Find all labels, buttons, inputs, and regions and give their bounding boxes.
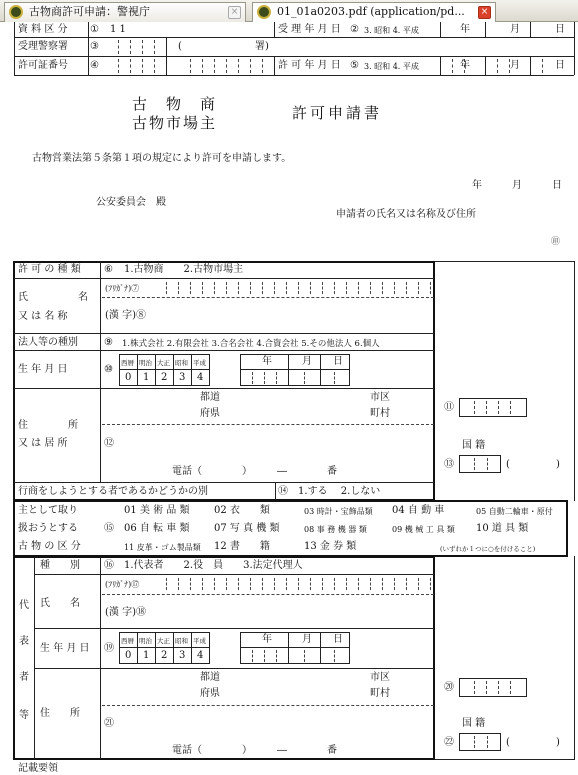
tel-line: 電話（ ） ― 番	[172, 466, 337, 477]
num-12: ⑫	[104, 438, 114, 449]
furigana-cell-divider	[226, 282, 227, 294]
num-16: ⑯	[104, 560, 114, 571]
furigana-cell-divider	[202, 578, 203, 590]
era-name: 明治	[139, 359, 152, 367]
num-20: ⑳	[444, 682, 454, 693]
police-emblem-icon	[9, 5, 23, 19]
item-04[interactable]: 04 自 動 車	[392, 505, 445, 516]
tel-line: 電話（ ） ― 番	[172, 745, 337, 756]
furigana-cell-divider	[430, 282, 431, 294]
siryou-label: 資 料 区 分	[18, 24, 68, 35]
furigana-cell-divider	[370, 282, 371, 294]
num-2: ②	[350, 24, 359, 35]
era-name: 明治	[139, 637, 152, 645]
era-number[interactable]: 1	[143, 650, 150, 661]
rep-name-label: 氏 名	[40, 598, 80, 609]
furigana-cell-divider	[166, 578, 167, 590]
corp-label: 法人等の種別	[18, 337, 78, 348]
era-options: 3. 昭和 4. 平成	[364, 62, 419, 71]
to-label: 都道	[200, 672, 220, 683]
era-number[interactable]: 0	[125, 650, 132, 661]
num-6: ⑥	[104, 264, 113, 275]
code-box-11[interactable]	[459, 398, 527, 417]
furigana-cell-divider	[226, 578, 227, 590]
era-number[interactable]: 1	[143, 372, 150, 383]
month-label: 月	[510, 24, 520, 35]
fu-label: 府県	[200, 408, 220, 419]
num-1: ①	[90, 24, 99, 35]
furigana-cell-divider	[394, 282, 395, 294]
furigana-cell-divider	[370, 578, 371, 590]
cho-label: 町村	[370, 408, 390, 419]
furigana-label: (ﾌﾘｶﾞﾅ)⑦	[105, 284, 140, 293]
date-unit-label: 日	[333, 634, 343, 645]
era-number[interactable]: 3	[179, 650, 186, 661]
furigana-cell-divider	[166, 282, 167, 294]
year-label: 年	[460, 24, 470, 35]
furigana-cell-divider	[310, 578, 311, 590]
furigana-cell-divider	[178, 282, 179, 294]
furigana-cell-divider	[190, 282, 191, 294]
items-label-3: 古 物 の 区 分	[18, 541, 81, 552]
num-11: ⑪	[444, 402, 454, 413]
item-11[interactable]: 11 皮革・ゴム製品類	[124, 543, 201, 552]
furigana-cell-divider	[250, 578, 251, 590]
kokuseki-box[interactable]	[459, 455, 501, 473]
furigana-cell-divider	[286, 282, 287, 294]
furigana-cell-divider	[346, 578, 347, 590]
rep-birth-label: 生 年 月 日	[40, 643, 90, 654]
furigana-cell-divider	[298, 578, 299, 590]
furigana-cell-divider	[250, 282, 251, 294]
era-number[interactable]: 4	[197, 372, 204, 383]
furigana-cell-divider	[262, 282, 263, 294]
date-unit-label: 日	[333, 356, 343, 367]
era-number[interactable]: 0	[125, 372, 132, 383]
num-19: ⑲	[104, 643, 114, 654]
furigana-cell-divider	[178, 578, 179, 590]
furigana-cell-divider	[214, 578, 215, 590]
num-22: ㉒	[444, 737, 454, 748]
title-right: 許可申請書	[292, 104, 383, 122]
shi-label: 市区	[370, 672, 390, 683]
kyoka-date-label: 許 可 年 月 日	[278, 60, 341, 71]
representative-table	[13, 556, 435, 760]
kouan-label: 公安委員会 殿	[96, 197, 166, 208]
title-line-1: 古 物 商	[132, 95, 218, 113]
tab-police-application[interactable]	[4, 2, 246, 22]
furigana-cell-divider	[286, 578, 287, 590]
side-label-to: 等	[19, 710, 29, 721]
era-options: 3. 昭和 4. 平成	[364, 26, 419, 35]
date-unit-label: 月	[302, 634, 312, 645]
juri-date-label: 受 理 年 月 日	[278, 24, 341, 35]
furigana-cell-divider	[262, 578, 263, 590]
gyo-options: 1.する 2.しない	[298, 486, 381, 497]
era-name: 大正	[157, 359, 170, 367]
item-12[interactable]: 12 書 籍	[214, 541, 270, 552]
side-label-sha: 者	[19, 672, 29, 683]
num-10: ⑩	[104, 364, 113, 375]
item-05[interactable]: 05 自動二輪車・原付	[476, 507, 553, 516]
item-10[interactable]: 10 道 具 類	[476, 523, 529, 534]
item-08[interactable]: 08 事 務 機 器 類	[304, 525, 367, 534]
addr-label-1: 住 所	[18, 420, 78, 431]
num-4: ④	[90, 60, 99, 71]
era-number[interactable]: 2	[161, 372, 168, 383]
paren-right: )	[556, 459, 560, 470]
furigana-cell-divider	[406, 282, 407, 294]
items-label-2: 扱おうとする	[18, 523, 78, 534]
siryou-value: 1 1	[110, 24, 126, 35]
paren-left: (	[506, 459, 510, 470]
fu-label: 府県	[200, 688, 220, 699]
furigana-cell-divider	[430, 578, 431, 590]
num-21: ㉑	[104, 718, 114, 729]
num-14: ⑭	[278, 486, 288, 497]
kyoka-no-label: 許可証番号	[18, 60, 68, 71]
era-name: 昭和	[175, 637, 188, 645]
era-number[interactable]: 3	[179, 372, 186, 383]
gyo-label: 行商をしようとする者であるかどうかの別	[18, 486, 208, 497]
num-9: ⑨	[104, 337, 113, 348]
era-name: 西暦	[121, 359, 134, 367]
date-year: 年	[472, 180, 482, 191]
kanji-label: (漢 字)⑱	[105, 607, 146, 618]
furigana-cell-divider	[214, 282, 215, 294]
date-day: 日	[552, 180, 562, 191]
title-line-2: 古物市場主	[132, 114, 218, 132]
kind-label: 許 可 の 種 類	[18, 264, 81, 275]
statement: 古物営業法第５条第１項の規定により許可を申請します。	[32, 153, 292, 164]
addr-label-2: 又 は 居 所	[18, 438, 68, 449]
furigana-cell-divider	[418, 282, 419, 294]
day-label: 日	[555, 60, 565, 71]
item-07[interactable]: 07 写 真 機 類	[214, 523, 280, 534]
item-06[interactable]: 06 自 転 車 類	[124, 523, 190, 534]
furigana-cell-divider	[202, 282, 203, 294]
furigana-cell-divider	[238, 578, 239, 590]
item-01[interactable]: 01 美 術 品 類	[124, 505, 190, 516]
furigana-cell-divider	[298, 282, 299, 294]
furigana-cell-divider	[334, 578, 335, 590]
era-name: 西暦	[121, 637, 134, 645]
num-15: ⑮	[104, 523, 114, 534]
month-label: 月	[510, 60, 520, 71]
furigana-cell-divider	[310, 282, 311, 294]
police-emblem-icon	[257, 5, 271, 19]
items-note: (いずれか１つに○を付けること)	[440, 545, 536, 553]
browser-tab-bar	[0, 0, 578, 22]
birth-label: 生 年 月 日	[18, 364, 68, 375]
kokuseki-label: 国 籍	[462, 718, 486, 729]
furigana-cell-divider	[418, 578, 419, 590]
furigana-cell-divider	[394, 578, 395, 590]
year-label: 年	[460, 60, 470, 71]
furigana-cell-divider	[382, 578, 383, 590]
furigana-cell-divider	[322, 578, 323, 590]
furigana-cell-divider	[358, 282, 359, 294]
furigana-cell-divider	[238, 282, 239, 294]
furigana-cell-divider	[406, 578, 407, 590]
date-unit-label: 月	[302, 356, 312, 367]
kokuseki-box[interactable]	[459, 733, 501, 751]
date-unit-label: 年	[262, 634, 272, 645]
to-label: 都道	[200, 392, 220, 403]
furigana-cell-divider	[346, 282, 347, 294]
tab-pdf[interactable]	[252, 2, 496, 22]
tab-label: 01_01a0203.pdf (application/pd...	[277, 5, 465, 18]
code-box-20[interactable]	[459, 678, 527, 697]
era-name: 昭和	[175, 359, 188, 367]
keisatsusho-label: 受理警察署	[18, 41, 68, 52]
furigana-cell-divider	[274, 282, 275, 294]
furigana-cell-divider	[382, 282, 383, 294]
item-03[interactable]: 03 時計・宝飾品類	[304, 507, 373, 516]
era-name: 平成	[193, 359, 206, 367]
footer-label: 記載要領	[18, 763, 58, 774]
rep-options: 1.代表者 2.役 員 3.法定代理人	[124, 560, 303, 571]
paren-right: )	[556, 737, 560, 748]
item-09[interactable]: 09 機 械 工 具 類	[392, 525, 455, 534]
kanji-label: (漢 字)⑧	[105, 310, 146, 321]
sho-label: 署)	[255, 41, 269, 52]
name-label-1: 氏 名	[18, 292, 88, 303]
close-icon[interactable]: ×	[228, 6, 241, 19]
era-name: 大正	[157, 637, 170, 645]
date-month: 月	[512, 180, 522, 191]
rep-addr-label: 住 所	[40, 708, 80, 719]
furigana-cell-divider	[334, 282, 335, 294]
kokuseki-label: 国 籍	[462, 440, 486, 451]
num-13: ⑬	[444, 459, 454, 470]
era-name: 平成	[193, 637, 206, 645]
items-label-1: 主として取り	[18, 505, 78, 516]
rep-shubetsu-label: 種 別	[40, 560, 80, 571]
item-02[interactable]: 02 衣 類	[214, 505, 270, 516]
furigana-cell-divider	[322, 282, 323, 294]
era-number[interactable]: 2	[161, 650, 168, 661]
day-label: 日	[555, 24, 565, 35]
num-5: ⑤	[350, 60, 359, 71]
num-3: ③	[90, 41, 99, 52]
side-label-dai: 代	[19, 600, 29, 611]
paren: (	[178, 41, 182, 52]
furigana-label: (ﾌﾘｶﾞﾅ)⑰	[105, 580, 140, 589]
tab-label: 古物商許可申請：警視庁	[29, 5, 150, 18]
paren-left: (	[506, 737, 510, 748]
furigana-cell-divider	[274, 578, 275, 590]
furigana-cell-divider	[358, 578, 359, 590]
close-icon[interactable]: ×	[478, 6, 491, 19]
furigana-cell-divider	[190, 578, 191, 590]
applicant-label: 申請者の氏名又は名称及び住所	[336, 209, 476, 220]
name-label-2: 又 は 名 称	[18, 311, 68, 322]
side-label-hyo: 表	[19, 636, 29, 647]
cho-label: 町村	[370, 688, 390, 699]
seal-mark: ㊞	[551, 237, 561, 247]
era-number[interactable]: 4	[197, 650, 204, 661]
item-13[interactable]: 13 金 券 類	[304, 541, 357, 552]
kind-options: 1.古物商 2.古物市場主	[124, 264, 244, 275]
shi-label: 市区	[370, 392, 390, 403]
date-unit-label: 年	[262, 356, 272, 367]
corp-options: 1.株式会社 2.有限会社 3.合名会社 4.合資会社 5.その他法人 6.個人	[122, 339, 380, 349]
